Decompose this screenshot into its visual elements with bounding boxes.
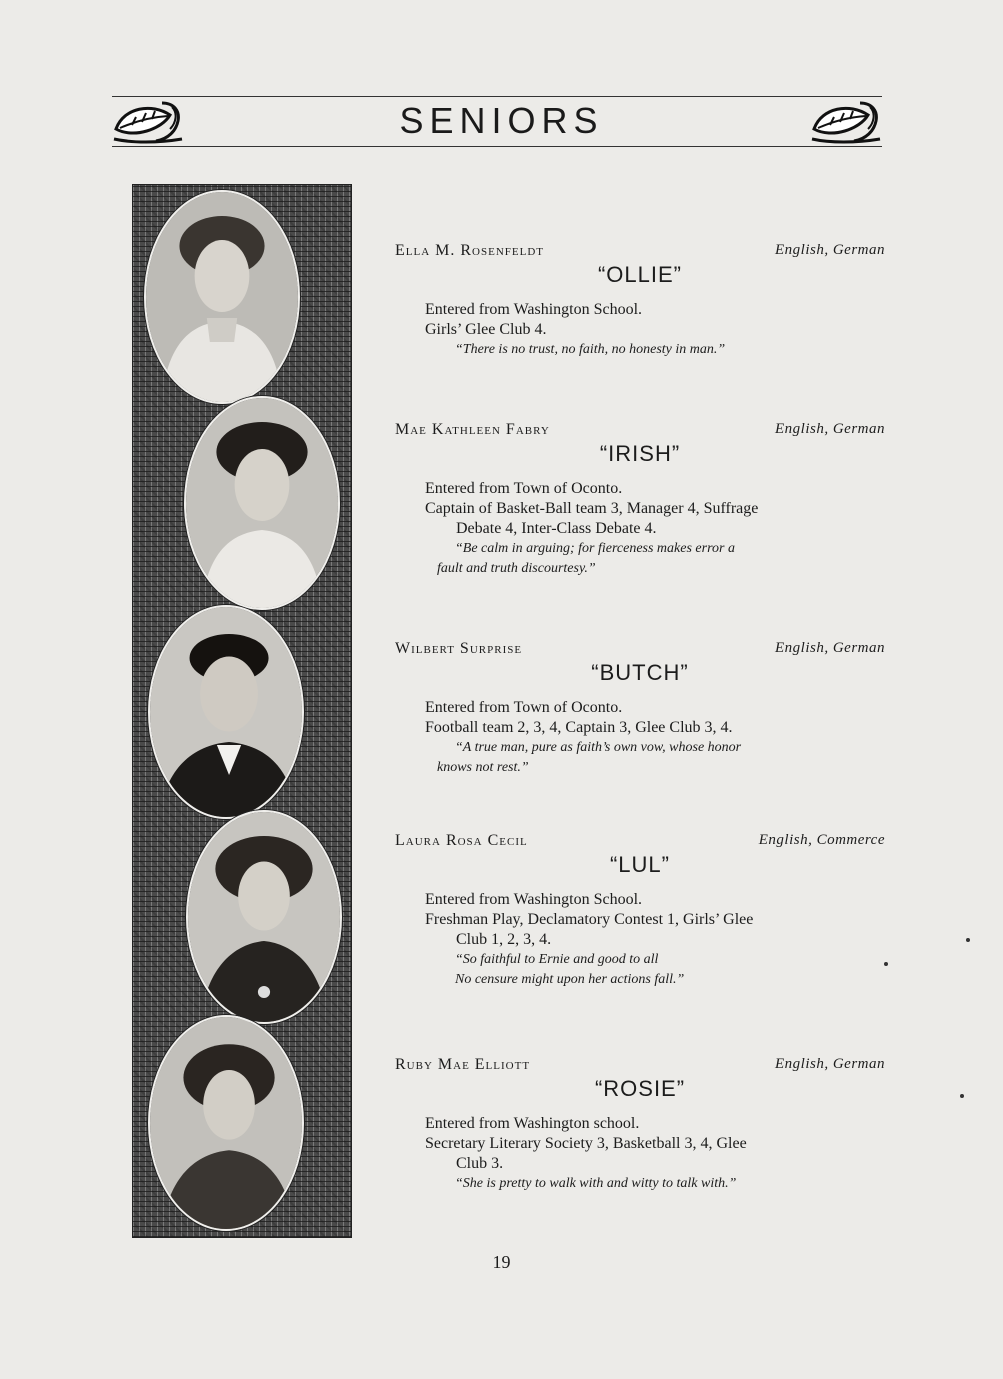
senior-nickname: “OLLIE” xyxy=(597,262,683,287)
senior-quote: “So faithful to Ernie and good to all xyxy=(455,952,659,967)
senior-quote: knows not rest.” xyxy=(437,760,529,775)
senior-courses: English, German xyxy=(775,640,885,656)
senior-nickname: “BUTCH” xyxy=(591,660,689,685)
senior-details xyxy=(425,300,865,360)
detail-line: Entered from Town of Oconto. xyxy=(425,480,623,497)
senior-courses: English, Commerce xyxy=(758,832,885,848)
page-number: 19 xyxy=(492,1252,511,1272)
portrait-photo xyxy=(184,396,340,610)
senior-nickname: “LUL” xyxy=(609,852,670,877)
detail-line: Captain of Basket-Ball team 3, Manager 4, Suffrage xyxy=(425,500,759,517)
page-title: SENIORS xyxy=(399,100,604,141)
senior-name: Laura Rosa Cecil xyxy=(395,832,528,849)
senior-nickname: “IRISH” xyxy=(599,441,681,466)
detail-line: Club 1, 2, 3, 4. xyxy=(456,931,552,948)
detail-line: Club 3. xyxy=(456,1155,504,1172)
senior-name: Ruby Mae Elliott xyxy=(395,1056,531,1073)
senior-entry xyxy=(395,640,885,780)
senior-details xyxy=(425,479,865,579)
senior-entry xyxy=(395,1056,885,1196)
senior-details xyxy=(425,890,865,990)
senior-name: Ella M. Rosenfeldt xyxy=(395,242,544,259)
print-speck xyxy=(884,962,888,966)
portrait-photo xyxy=(148,1015,304,1231)
print-speck xyxy=(966,938,970,942)
senior-courses: English, German xyxy=(775,421,885,437)
header-rule-top xyxy=(112,96,882,97)
senior-entry xyxy=(395,421,885,581)
detail-line: Freshman Play, Declamatory Contest 1, Girls’ Glee xyxy=(425,911,754,928)
senior-entry xyxy=(395,242,885,362)
senior-nickname: “ROSIE” xyxy=(594,1076,686,1101)
detail-line: Entered from Town of Oconto. xyxy=(425,699,623,716)
senior-quote: “She is pretty to walk with and witty to talk with.” xyxy=(455,1176,737,1191)
senior-entry xyxy=(395,832,885,992)
detail-line: Entered from Washington school. xyxy=(425,1115,640,1132)
senior-quote: “There is no trust, no faith, no honesty in man.” xyxy=(455,342,726,357)
detail-line: Secretary Literary Society 3, Basketball 3, 4, Glee xyxy=(425,1135,747,1152)
detail-line: Debate 4, Inter-Class Debate 4. xyxy=(456,520,657,537)
senior-name: Wilbert Surprise xyxy=(395,640,523,657)
senior-courses: English, German xyxy=(775,242,885,258)
portrait-photo xyxy=(148,605,304,819)
detail-line: Entered from Washington School. xyxy=(425,891,643,908)
senior-details xyxy=(425,1114,865,1194)
senior-quote: No censure might upon her actions fall.” xyxy=(455,972,685,987)
senior-quote: fault and truth discourtesy.” xyxy=(437,561,596,576)
detail-line: Entered from Washington School. xyxy=(425,301,643,318)
senior-quote: “A true man, pure as faith’s own vow, whose honor xyxy=(455,740,742,755)
print-speck xyxy=(960,1094,964,1098)
portrait-photo xyxy=(186,810,342,1024)
header-rule-bottom xyxy=(112,146,882,147)
portrait-photo xyxy=(144,190,300,404)
detail-line: Football team 2, 3, 4, Captain 3, Glee Club 3, 4. xyxy=(425,719,733,736)
senior-details xyxy=(425,698,865,778)
senior-quote: “Be calm in arguing; for fierceness makes error a xyxy=(455,541,735,556)
detail-line: Girls’ Glee Club 4. xyxy=(425,321,547,338)
senior-name: Mae Kathleen Fabry xyxy=(395,421,550,438)
senior-courses: English, German xyxy=(775,1056,885,1072)
